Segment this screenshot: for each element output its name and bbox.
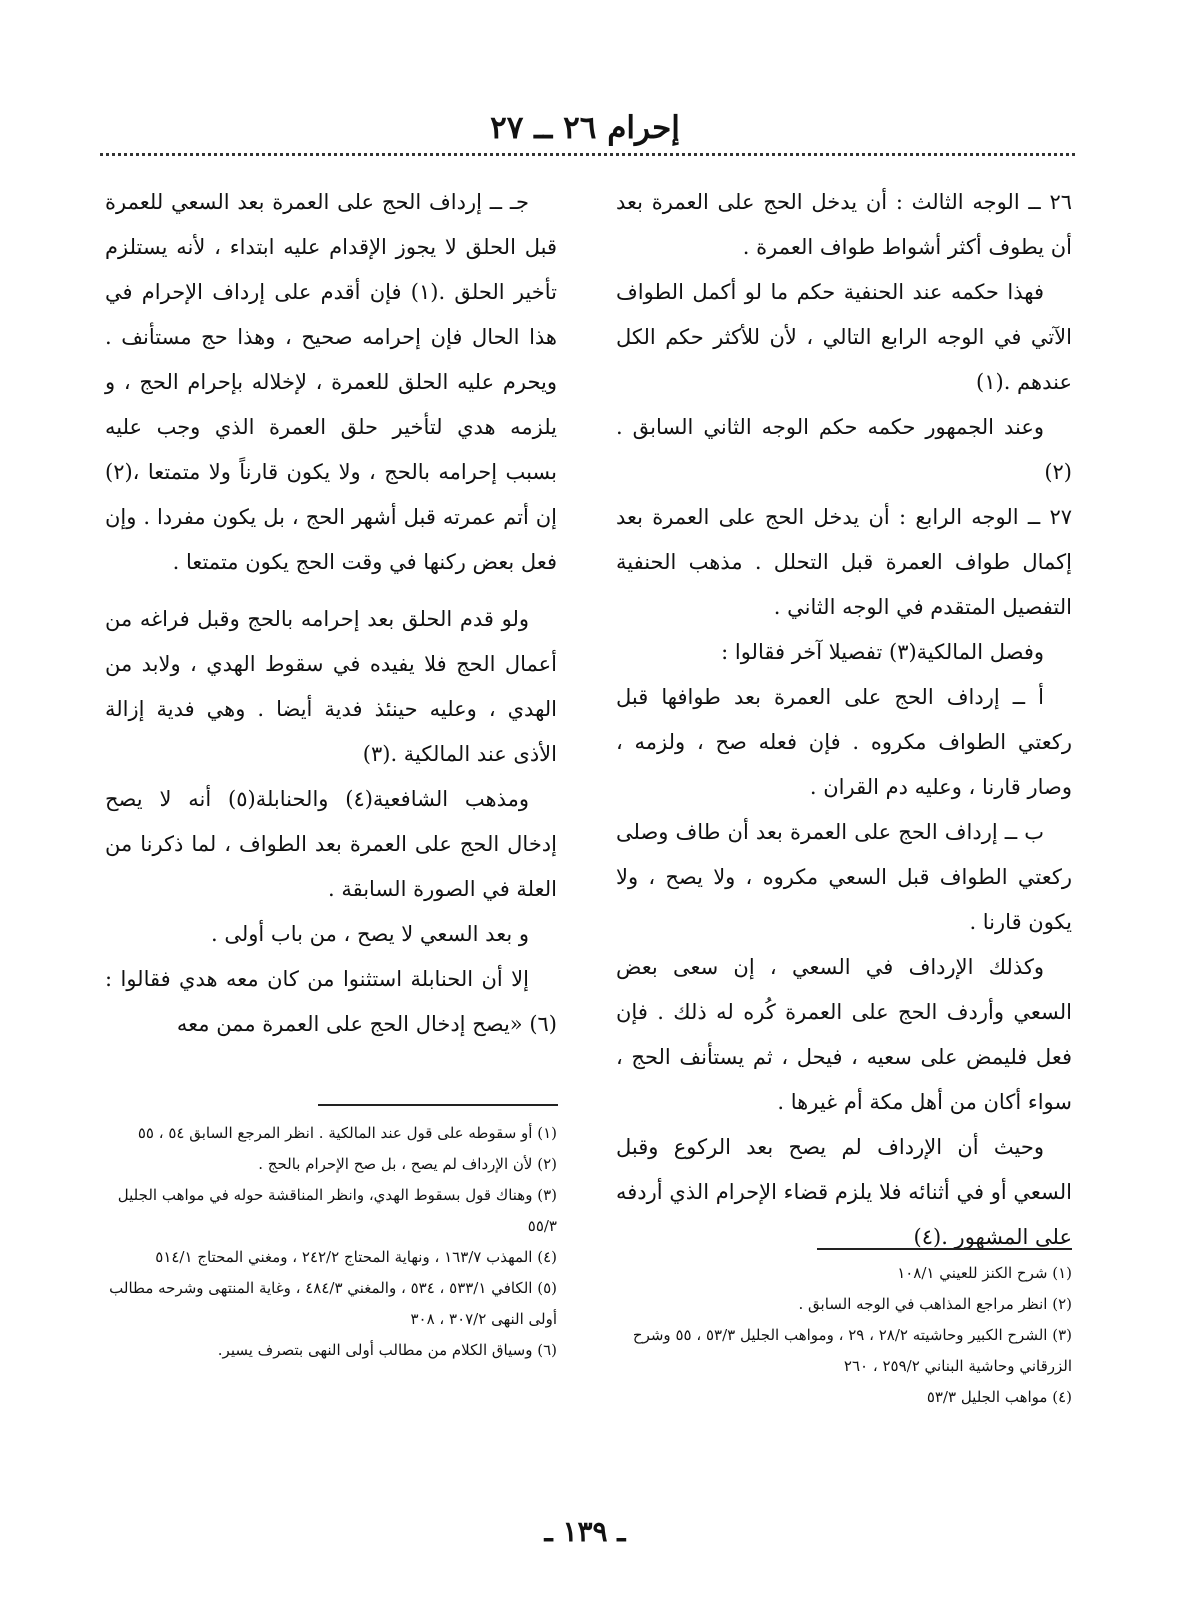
shafii-hanbali-paragraph: ومذهب الشافعية(٤) والحنابلة(٥) أنه لا يصح إدخال الحج على العمرة بعد الطواف ، لما ذكرنا من العلة في الصورة السابقة . (105, 787, 557, 901)
footnote: (٢) انظر مراجع المذاهب في الوجه السابق . (798, 1295, 1072, 1313)
footnote: (٤) المهذب ١٦٣/٧ ، ونهاية المحتاج ٢٤٢/٢ ، ومغني المحتاج ٥١٤/١ (155, 1248, 557, 1266)
mashhur-paragraph: وحيث أن الإرداف لم يصح بعد الركوع وقبل السعي أو في أثنائه فلا يلزم قضاء الإحرام الذي أردفه على المشهور .(٤) (616, 1135, 1072, 1249)
halq-paragraph: ولو قدم الحلق بعد إحرامه بالحج وقبل فراغه من أعمال الحج فلا يفيده في سقوط الهدي ، ولابد من الهدي ، وعليه حينئذ فدية أيضا . وهي فدية إزالة الأذى عند المالكية .(٣) (105, 607, 557, 766)
page-number: ـ ١٣٩ ـ (544, 1515, 626, 1548)
section-26-opening: ٢٦ ــ الوجه الثالث : أن يدخل الحج على العمرة بعد أن يطوف أكثر أشواط طواف العمرة . (616, 190, 1072, 259)
footnote: (٣) الشرح الكبير وحاشيته ٢٨/٢ ، ٢٩ ، ومواهب الجليل ٥٣/٣ ، ٥٥ وشرح الزرقاني وحاشية البناني ٢٥٩/٢ ، ٢٦٠ (632, 1326, 1072, 1375)
case-b-paragraph: ب ــ إرداف الحج على العمرة بعد أن طاف وصلى ركعتي الطواف قبل السعي مكروه ، ولا يصح ، ولا يكون قارنا . (616, 820, 1072, 934)
page-header-title: إحرام ٢٦ ــ ٢٧ (490, 110, 680, 146)
footnote: (٦) وسياق الكلام من مطالب أولى النهى بتصرف يسير. (217, 1341, 557, 1359)
case-a-paragraph: أ ــ إرداف الحج على العمرة بعد طوافها قبل ركعتي الطواف مكروه . فإن فعله صح ، ولزمه ، وصار قارنا ، وعليه دم القران . (616, 685, 1072, 799)
footnote: (٢) لأن الإرداف لم يصح ، بل صح الإحرام بالحج . (258, 1155, 557, 1173)
footnote: (٣) وهناك قول بسقوط الهدي، وانظر المناقشة حوله في مواهب الجليل ٥٥/٣ (117, 1186, 557, 1235)
right-footnote-rule (817, 1248, 1072, 1250)
majority-ruling-paragraph: وعند الجمهور حكمه حكم الوجه الثاني السابق .(٢) (616, 415, 1072, 484)
hanbali-exception-paragraph: إلا أن الحنابلة استثنوا من كان معه هدي فقالوا :(٦) «يصح إدخال الحج على العمرة ممن معه (105, 967, 557, 1036)
footnote: (١) أو سقوطه على قول عند المالكية . انظر المرجع السابق ٥٤ ، ٥٥ (137, 1124, 557, 1142)
case-c-paragraph: جـ ــ إرداف الحج على العمرة بعد السعي للعمرة قبل الحلق لا يجوز الإقدام عليه ابتداء ، لأنه يستلزم تأخير الحلق .(١) فإن أقدم على إرداف الإحرام في هذا الحال فإن إحرامه صحيح ، وهذا حج مستأنف . ويحرم عليه الحلق للعمرة ، لإخلاله بإحرام الحج ، و يلزمه هدي لتأخير حلق العمرة الذي وجب عليه بسبب إحرامه بالحج ، ولا يكون قارناً ولا متمتعا ،(٢) إن أتم عمرته قبل أشهر الحج ، بل يكون مفردا . وإن فعل بعض ركنها في وقت الحج يكون متمتعا . (105, 190, 557, 574)
section-27-opening: ٢٧ ــ الوجه الرابع : أن يدخل الحج على العمرة بعد إكمال طواف العمرة قبل التحلل . مذهب الحنفية التفصيل المتقدم في الوجه الثاني . (616, 505, 1072, 619)
footnote: (١) شرح الكنز للعيني ١٠٨/١ (897, 1264, 1072, 1282)
left-footnote-rule (318, 1104, 558, 1106)
footnote: (٥) الكافي ٥٣٣/١ ، ٥٣٤ ، والمغني ٤٨٤/٣ ، وغاية المنتهى وشرحه مطالب أولى النهى ٣٠٧/٢ ، ٣٠٨ (109, 1279, 557, 1328)
right-text-column (616, 180, 1072, 1260)
right-footnotes (616, 1258, 1072, 1413)
footnote: (٤) مواهب الجليل ٥٣/٣ (926, 1388, 1072, 1406)
after-sai-paragraph: و بعد السعي لا يصح ، من باب أولى . (211, 922, 529, 946)
maliki-detail-paragraph: وفصل المالكية(٣) تفصيلا آخر فقالوا : (721, 640, 1044, 664)
hanafi-ruling-paragraph: فهذا حكمه عند الحنفية حكم ما لو أكمل الطواف الآتي في الوجه الرابع التالي ، لأن للأكثر حكم الكل عندهم .(١) (616, 280, 1072, 394)
left-text-column (105, 180, 557, 1047)
header-dotted-divider (100, 153, 1075, 156)
sai-irdaf-paragraph: وكذلك الإرداف في السعي ، إن سعى بعض السعي وأردف الحج على العمرة كُره له ذلك . فإن فعل فليمض على سعيه ، فيحل ، ثم يستأنف الحج ، سواء أكان من أهل مكة أم غيرها . (616, 955, 1072, 1114)
left-footnotes (105, 1118, 557, 1366)
